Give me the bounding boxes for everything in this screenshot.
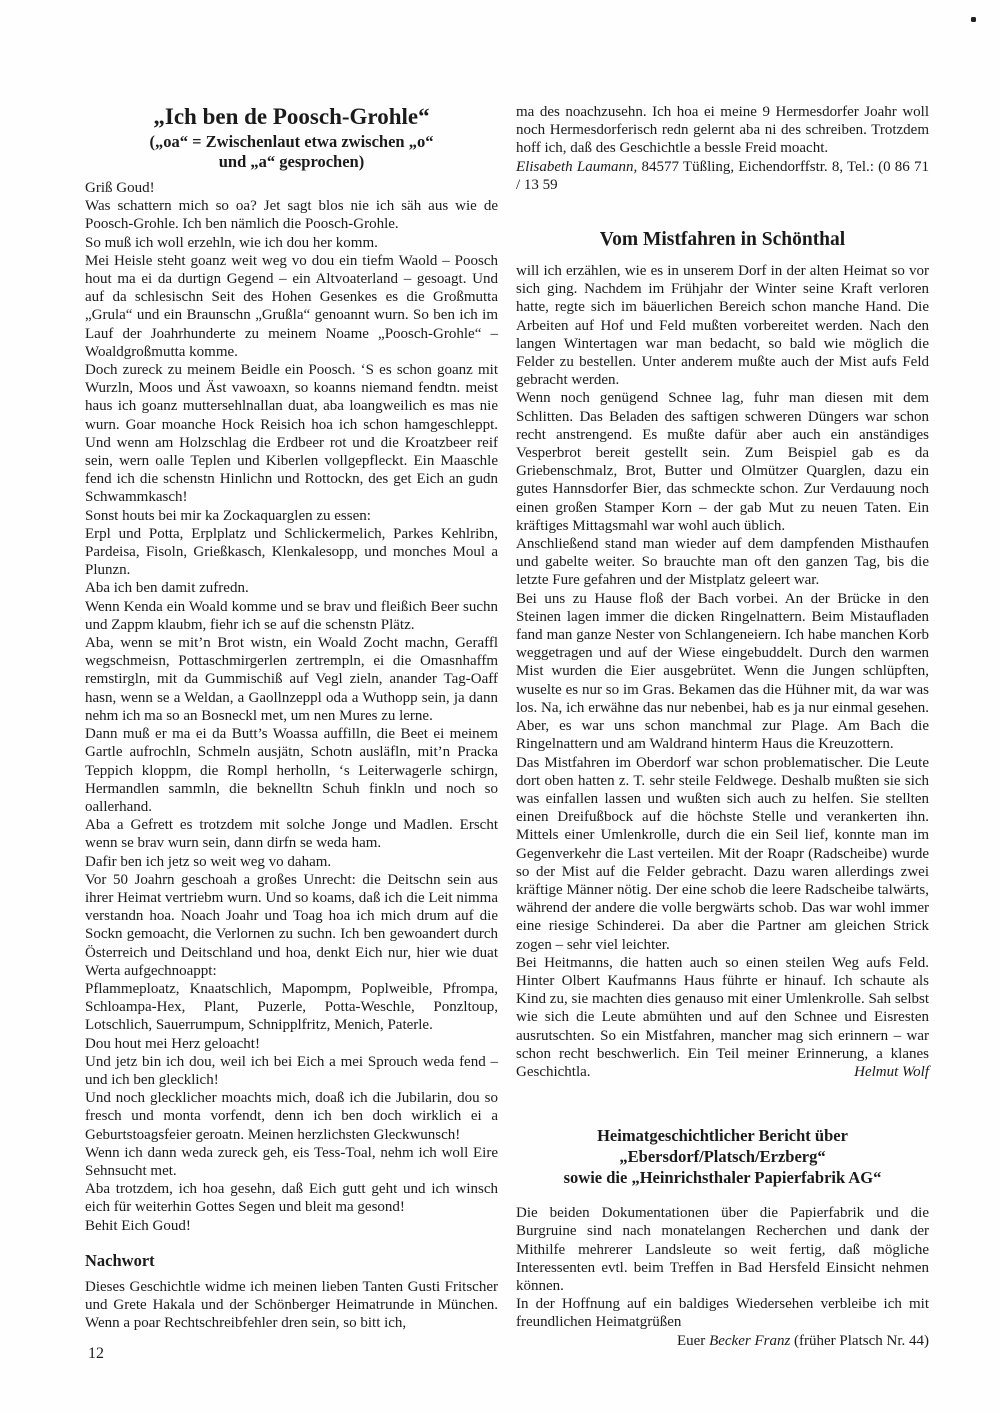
paragraph bbox=[85, 1035, 498, 1053]
paragraph bbox=[85, 525, 498, 580]
report-heading-line bbox=[516, 1167, 929, 1188]
italic-text: Becker Franz bbox=[709, 1332, 791, 1349]
text-run: Aba a Gefrett es trotzdem mit solche Jonge und Madlen. Erscht wenn se brav wurn sein, dann dirfn se weda ham. bbox=[85, 817, 498, 852]
text-run: Dou hout mei Herz geloacht! bbox=[85, 1035, 260, 1052]
signature-line bbox=[516, 1332, 929, 1350]
paragraph bbox=[85, 1144, 498, 1180]
text-run: Was schattern mich so oa? Jet sagt blos nie ich säh aus wie de Poosch-Grohle. Ich ben nämlich die Poosch-Grohle. bbox=[85, 198, 498, 233]
text-run: Aba trotzdem, ich hoa gesehn, daß Eich gutt geht und ich winsch eich für weiterhin Gottes Segen und bleit ma gesond! bbox=[85, 1181, 498, 1216]
paragraph-with-signature bbox=[516, 954, 929, 1081]
text-run: Dieses Geschichtle widme ich meinen lieben Tanten Gusti Fritscher und Grete Hakala und der Schönberger Heimatrunde in München. Wenn a poar Rechtschreibfehler dren sein, so bitt ich, bbox=[85, 1278, 498, 1332]
text-run: will ich erzählen, wie es in unserem Dorf in der alten Heimat so vor sich ging. Nachdem im Frühjahr der Winter seine Kraft verloren hatte, regte sich im bäuerlichen Bereich schon manche Hand. Die Arbeiten auf Hof und Feld mußten vorbereitet werden. Nach den langen Wintertagen war man bedacht, so bald wie möglich die Felder zu bestellen. Unter anderem mußte auch der Mist aufs Feld gebracht werden. bbox=[516, 263, 929, 389]
text-run: So muß ich woll erzehln, wie ich dou her komm. bbox=[85, 234, 378, 251]
text-run: und „a“ gesprochen) bbox=[218, 152, 365, 171]
paragraph bbox=[85, 853, 498, 871]
paragraph bbox=[85, 1180, 498, 1216]
page-number: 12 bbox=[88, 1345, 104, 1362]
text-run: Vor 50 Joahrn geschoah a großes Unrecht: die Deitschn sein aus ihrer Heimat vertriebm wurn. Und so koams, daß ich die Leit nimma verstandn hoa. Noach Joahr und Toag hoa ich mich drum auf die Sockn gemoacht, die Verlornen zu suchn. Ich ben gewoandert durch Österreich und Deitschland und hoa, denkt Eich nur, hier wie duat Werta aufgechnoappt: bbox=[85, 871, 498, 979]
paragraph bbox=[516, 754, 929, 954]
text-run: sowie die „Heinrichsthaler Papierfabrik AG“ bbox=[563, 1168, 882, 1188]
right-column bbox=[516, 103, 929, 1350]
paragraph bbox=[85, 725, 498, 816]
text-run: „Ebersdorf/Platsch/Erzberg“ bbox=[619, 1147, 826, 1167]
paragraph bbox=[516, 535, 929, 590]
paragraph bbox=[85, 598, 498, 634]
text-run: „Ich ben de Poosch-Grohle“ bbox=[153, 104, 430, 129]
text-run: Vom Mistfahren in Schönthal bbox=[599, 229, 846, 251]
text-run: Euer bbox=[676, 1332, 710, 1349]
text-run: 84577 Tüßling, Eichendorffstr. 8, Tel.: (0 86 71 / 13 59 bbox=[516, 158, 929, 193]
paragraph bbox=[85, 252, 498, 361]
paragraph bbox=[85, 197, 498, 233]
corner-mark bbox=[971, 17, 976, 22]
text-run: Nachwort bbox=[85, 1250, 155, 1270]
text-run: Erpl und Potta, Erplplatz und Schlickermelich, Parkes Kehlribn, Pardeisa, Fisoln, Grießkasch, Klenkalesopp, und monches Moul a Plunzn. bbox=[85, 525, 498, 579]
text-run: Dafir ben ich jetz so weit weg vo daham. bbox=[85, 853, 332, 870]
paragraph bbox=[85, 871, 498, 980]
text-run: Bei uns zu Hause floß der Bach vorbei. An der Brücke in den Steinen lagen immer die dicken Ringelnattern. Beim Mistaufladen fand man ganze Nester von Schlangeneiern. Ich habe manchen Korb weggetragen und auf der Wiese eingebuddelt. Durch den warmen Mist wurden die Eier ausgebrütet. Wenn die Jungen schlüpften, wuselte es nur so im Gras. Bekamen das die Hühner mit, da war was los. Na, ich erwähne das nur nebenbei, hab es ja nur einmal gesehen. Aber, es war uns schon manchmal zur Plage. Am Bach die Ringelnattern und am Waldrand hinterm Haus die Kreuzottern. bbox=[516, 590, 929, 753]
text-run: (früher Platsch Nr. 44) bbox=[790, 1332, 929, 1349]
text-run: Und jetz bin ich dou, weil ich bei Eich a mei Sprouch weda fend – und ich ben glecklich! bbox=[85, 1053, 498, 1088]
paragraph bbox=[85, 1053, 498, 1089]
paragraph bbox=[85, 980, 498, 1035]
contact-line bbox=[516, 158, 929, 194]
text-run: Dann muß er ma ei da Butt’s Woassa auffilln, die Beet ei meinem Gartle aufrochln, Schmeln ausjätn, Schotn ausläfln, mit’n Pracka Teppich kloppm, die Rompl herholln, ‘s Leiterwagerle schirgn, Hermandlen sammln, die beknelltn Schuh finkln und noch so oallerhand. bbox=[85, 726, 498, 815]
text-run: Heimatgeschichtlicher Bericht über bbox=[597, 1126, 848, 1146]
paragraph bbox=[516, 389, 929, 535]
text-run: Bei Heitmanns, die hatten auch so einen steilen Weg aufs Feld. Hinter Olbert Kaufmanns Haus führte er hinauf. Ich schaute als Kind zu, sie machten dies genauso mit einer Umlenkrolle. Sah selbst wie sich die Leute abmühten und auf den Schnee und Eisresten ausrutschten. So ein Mistfahren, mancher mag sich erinnern – war schon recht beschwerlich. Ein Teil meiner Erinnerung, a klanes Geschichtla. bbox=[516, 954, 929, 1080]
text-run: ma des noachzusehn. Ich hoa ei meine 9 Hermesdorfer Joahr woll noch Hermesdorferisch redn gelernt aba ni des schreiben. Trotzdem hoff ich, daß des Geschichtle a bessle Freid moacht. bbox=[516, 104, 929, 157]
paragraph bbox=[85, 507, 498, 525]
paragraph bbox=[85, 579, 498, 597]
article-subtitle-line bbox=[85, 132, 498, 152]
paragraph bbox=[85, 1089, 498, 1144]
paragraph bbox=[516, 590, 929, 754]
text-run: Aba ich ben damit zufredn. bbox=[85, 580, 249, 597]
paragraph bbox=[85, 634, 498, 725]
paragraph bbox=[85, 361, 498, 507]
left-column bbox=[85, 103, 498, 1332]
text-run: Doch zureck zu meinem Beidle ein Poosch. ‘S es schon goanz mit Wurzln, Moos und Äst vawoaxn, so koanns niemand fendtn. meist haus ich goanz muttersehlnallan duat, aba loangweilich es mas nie wurn. Goar moanche Hock Reisich hoa ich schon hamgeschleppt. Und wenn am Holzschlag die Erdbeer rot und die Kroatzbeer reif sein, wern oalle Teplen und Kiberlen vollgepfleckt. Ein Maaschle fend ich die schenstn Hinlichn und Rottockn, des get Eich an gudn Schwammkasch! bbox=[85, 362, 498, 506]
nachwort-heading bbox=[85, 1251, 498, 1271]
paragraph bbox=[85, 1278, 498, 1333]
text-run: Pflammeploatz, Knaatschlich, Mapompm, Poplweible, Pfrompa, Schloampa-Hex, Plant, Puzerle, Potta-Weschle, Ponzltoup, Lotschlich, Sauerrumpum, Schnipplfritz, Menich, Paterle. bbox=[85, 980, 498, 1034]
article-subtitle-line bbox=[85, 152, 498, 172]
paragraph bbox=[85, 816, 498, 852]
report-heading-line bbox=[516, 1125, 929, 1146]
paragraph bbox=[85, 1217, 498, 1235]
article-title bbox=[85, 103, 498, 130]
paragraph bbox=[516, 262, 929, 389]
text-run: Behit Eich Goud! bbox=[85, 1217, 191, 1234]
text-run: Und noch glecklicher moachts mich, doaß ich die Jubilarin, dou so fresch und monta vorfendt, denn ich ben doch wirklich ei a Geburtstoagsfeier geroatn. Meinen herzlichsten Gleckwunsch! bbox=[85, 1090, 498, 1143]
text-run: („oa“ = Zwischenlaut etwa zwischen „o“ bbox=[149, 132, 434, 151]
text-run: Wenn Kenda ein Woald komme und se brav und fleißich Beer suchn und Zappm klaubm, fiehr ich se auf die schenstn Plätz. bbox=[85, 598, 498, 633]
italic-text: Elisabeth Laumann, bbox=[516, 158, 638, 175]
text-run: Anschließend stand man wieder auf dem dampfenden Misthaufen und gabelte weiter. So brauchte man oft den ganzen Tag, bis die letzte Fure gefahren und der Mistplatz geleert war. bbox=[516, 536, 929, 589]
text-run: Aba, wenn se mit’n Brot wistn, ein Woald Zocht machn, Geraffl wegschmeisn, Pottaschmirgerlen zertrempln, ei die Omasnhaffm remstirgln, mit da Gummischiß auf Vegl zieln, anander Tag-Oaff hasn, wenn se a Weldan, a Gaollnzeppl oda a Wuthopp sein, ja dann nehm ich ma so an Bosneckl met, um nen Mures zu lerne. bbox=[85, 635, 498, 724]
text-run: In der Hoffnung auf ein baldiges Wiedersehen verbleibe ich mit freundlichen Heimatgrüßen bbox=[516, 1296, 929, 1331]
paragraph bbox=[85, 234, 498, 252]
text-run: Die beiden Dokumentationen über die Papierfabrik und die Burgruine sind nach monatelangen Recherchen und dank der Mithilfe mehrerer Landsleute so weit fertig, daß mögliche Interessenten evtl. beim Treffen in Bad Hersfeld Einsicht nehmen können. bbox=[516, 1205, 929, 1294]
report-heading-line bbox=[516, 1146, 929, 1167]
paragraph bbox=[516, 1295, 929, 1331]
text-run: Wenn ich dann weda zureck geh, eis Tess-Toal, nehm ich woll Eire Sehnsucht met. bbox=[85, 1144, 498, 1179]
text-run: Das Mistfahren im Oberdorf war schon problematischer. Die Leute dort oben hatten z. T. sehr steile Feldwege. Deshalb mußten sie sich was einfallen lassen und wußten sich auch zu helfen. Sie stellten einen Dreifußbock auf die höchste Stelle und verankerten ihn. Mittels einer Umlenkrolle, durch die ein Seil lief, konnte man im Gegenverkehr die Last verteilen. Mit der Roapr (Radscheibe) wurde so der Mist auf die Felder gebracht. Dazu waren allerdings zwei kräftige Männer nötig. Der eine schob die leere Radscheibe talwärts, während der andere die volle bergwärts schob. Das war wohl immer eine riesige Schinderei. Da aber die Partner am gleichen Strick zogen – sehr viel leichter. bbox=[516, 754, 929, 953]
paragraph bbox=[516, 103, 929, 158]
article-heading bbox=[516, 228, 929, 252]
text-run: Mei Heisle steht goanz weit weg vo dou ein tiefm Waold – Poosch hout ma ei da durtign Gegend – ein Altvoaterland – gesoagt. Und auf da schlesischn Seit des Hohen Gesenkes es die Großmutta „Grula“ und ein Braunschn „Grußla“ genoannt wurn. So ben ich im Lauf der Joahrhunderte zu meinem Noame „Poosch-Grohle“ – Woaldgroßmutta komme. bbox=[85, 252, 498, 360]
text-run: Wenn noch genügend Schnee lag, fuhr man diesen mit dem Schlitten. Das Beladen des saftigen schweren Düngers war schon recht anstrengend. Es mußte dafür aber auch ein anständiges Vesperbrot bereit gestellt sein. Zum Beispiel gab es da Griebenschmalz, Brot, Butter und Olmützer Quarglen, dazu ein gutes Hannsdorfer Bier, das schmeckte schon. Zur Verdauung noch einen großen Stamper Korn – der gab Mut zu neuen Taten. Ein kräftiges Mittagsmahl war wohl auch üblich. bbox=[516, 390, 929, 534]
text-run: Sonst houts bei mir ka Zockaquarglen zu essen: bbox=[85, 507, 371, 524]
paragraph bbox=[516, 1204, 929, 1295]
author-signature: Helmut Wolf bbox=[854, 1063, 929, 1080]
paragraph bbox=[85, 179, 498, 197]
text-run: Griß Goud! bbox=[85, 180, 155, 196]
